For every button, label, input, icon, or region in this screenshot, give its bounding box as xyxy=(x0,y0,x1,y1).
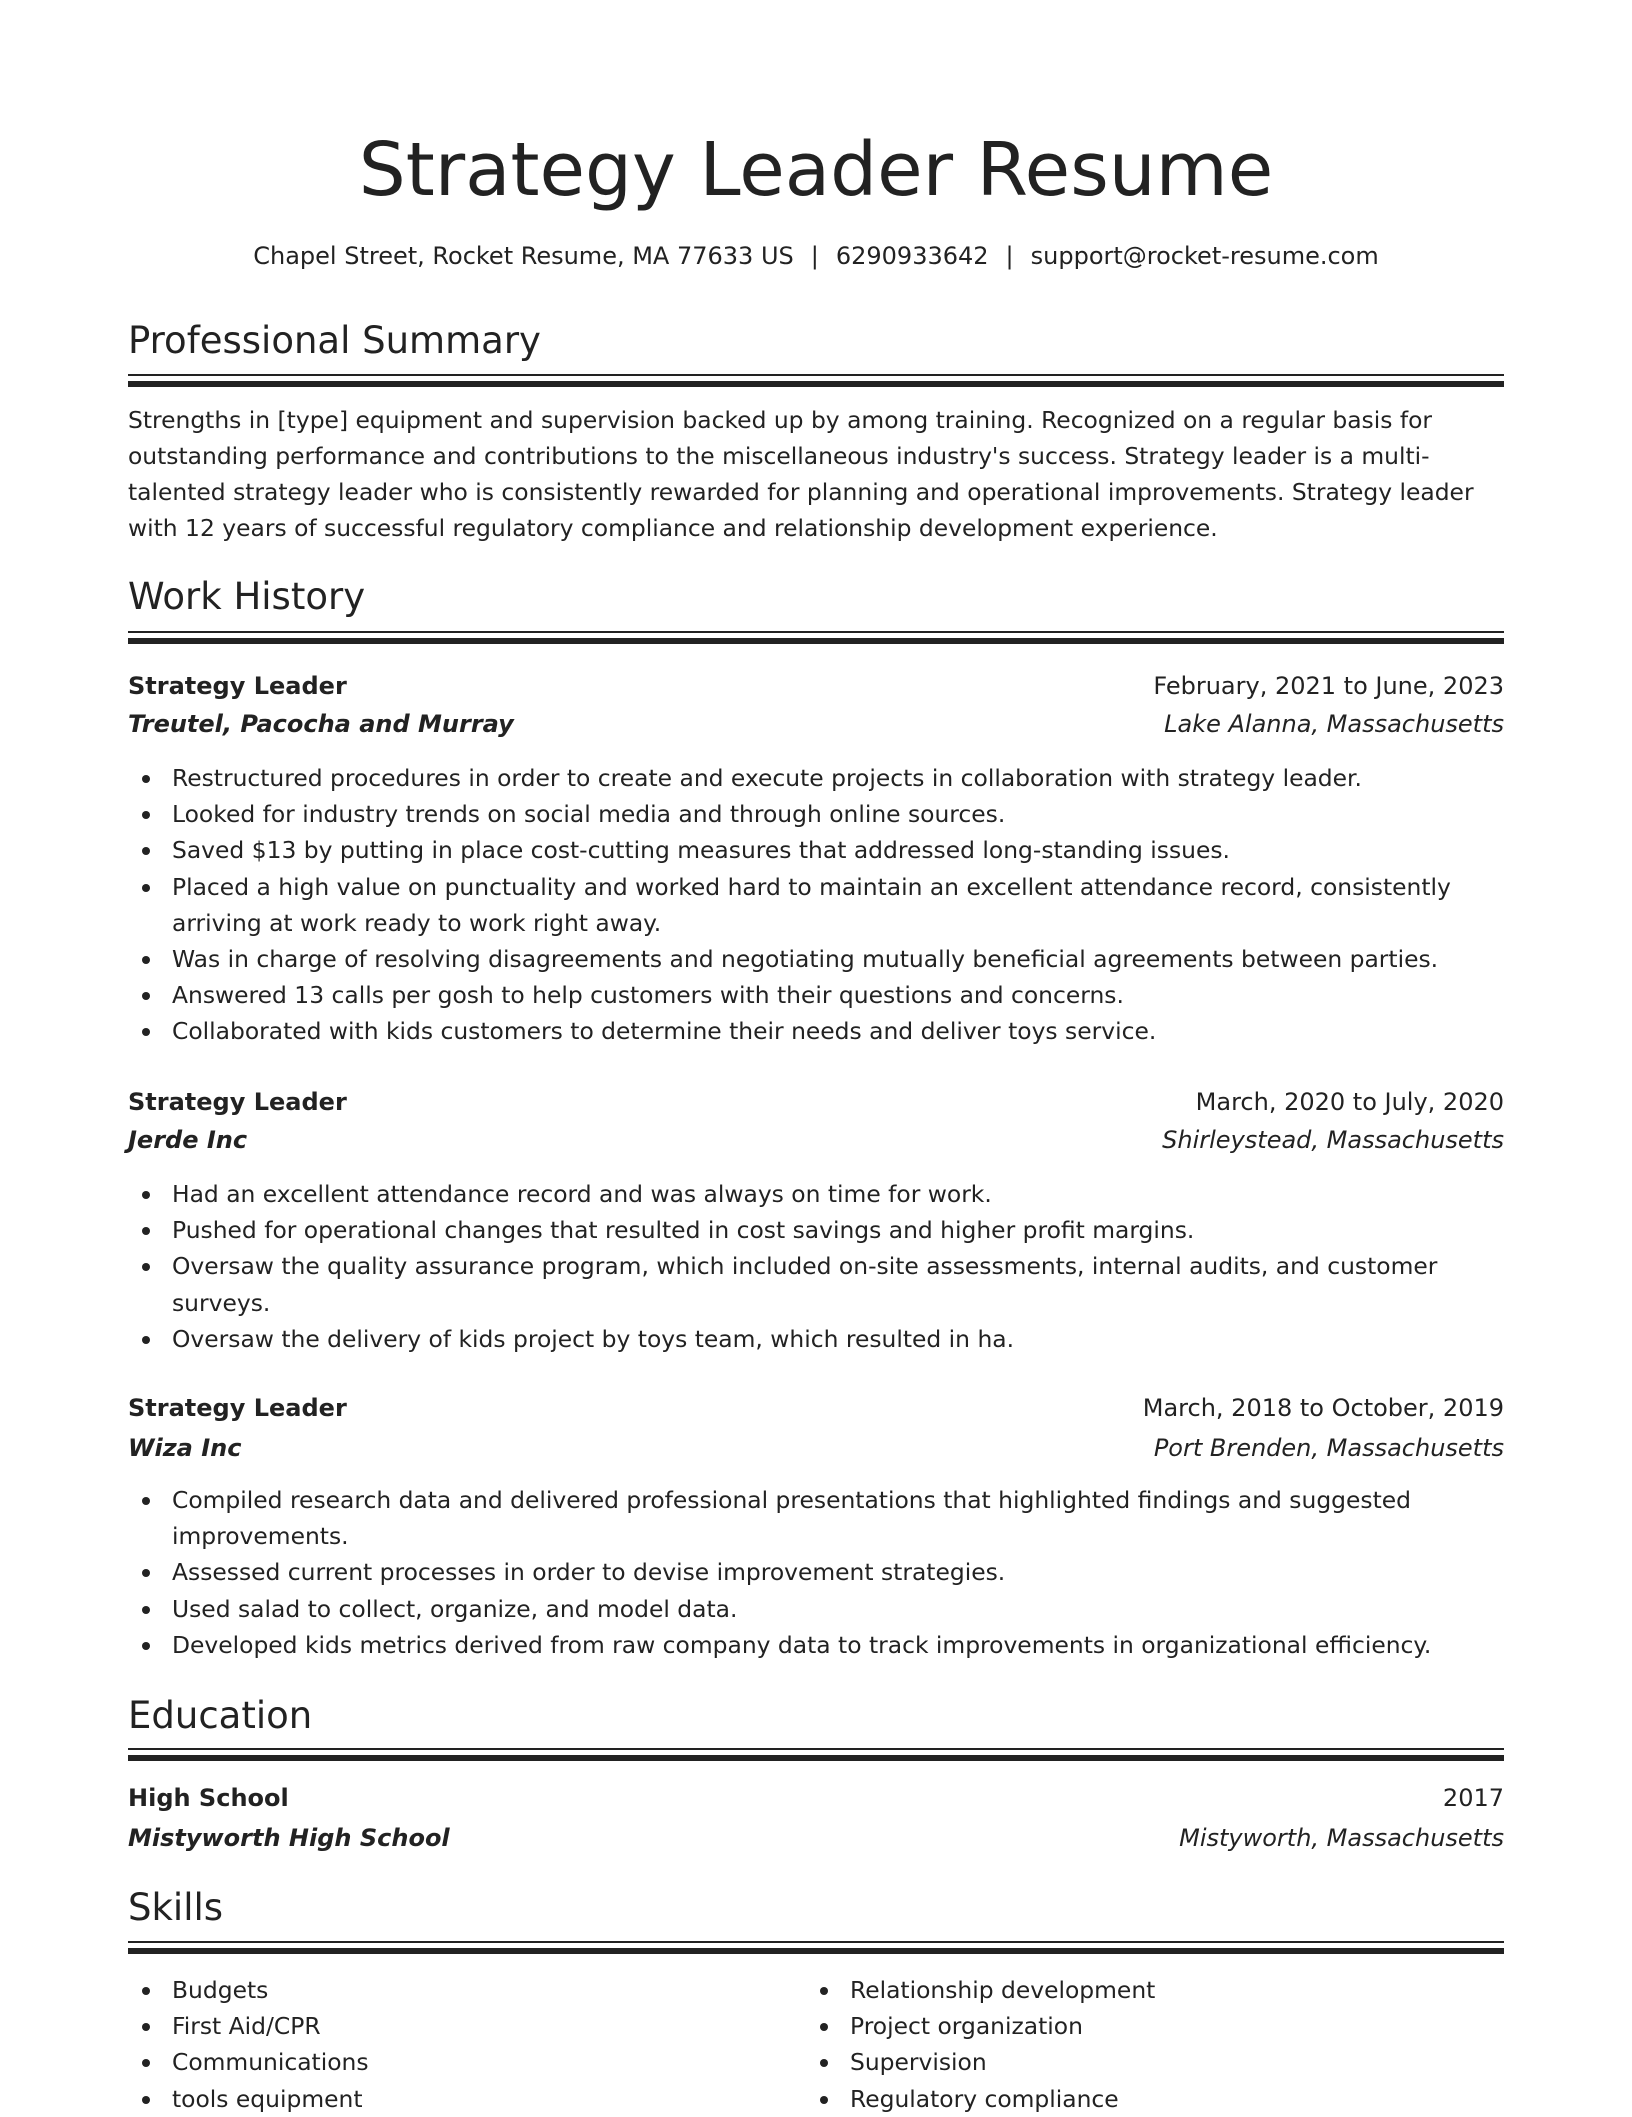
skill-item: tools equipment xyxy=(128,2081,768,2117)
section-divider xyxy=(128,631,1504,645)
list-item: Had an excellent attendance record and was always on time for work. xyxy=(128,1176,1504,1212)
skill-item: First Aid/CPR xyxy=(128,2008,768,2044)
contact-email[interactable]: support@rocket-resume.com xyxy=(1030,242,1379,270)
section-divider xyxy=(128,1941,1504,1955)
section-divider xyxy=(128,1748,1504,1762)
skills-column-right xyxy=(806,1972,1446,2117)
contact-line xyxy=(128,238,1504,274)
summary-text: Strengths in [type] equipment and supervision backed up by among training. Recognized on a regular basis for outstanding performance and contributions to the miscellaneous industry's success. Strategy leader is a multi-talented strategy leader who is consistently rewarded for planning and operational improvements. Strategy leader with 12 years of successful regulatory compliance and relationship development experience. xyxy=(128,406,1474,542)
job-company: Jerde Inc xyxy=(128,1126,248,1154)
resume-title: Strategy Leader Resume xyxy=(358,127,1274,213)
list-item: Oversaw the delivery of kids project by toys team, which resulted in ha. xyxy=(128,1321,1504,1357)
job-company: Treutel, Pacocha and Murray xyxy=(128,710,514,738)
education-header-row xyxy=(128,1779,1504,1817)
list-item: Looked for industry trends on social media and through online sources. xyxy=(128,796,1504,832)
section-heading-education: Education xyxy=(128,1694,313,1737)
list-item: Placed a high value on punctuality and worked hard to maintain an excellent attendance record, consistently arriving at work ready to work right away. xyxy=(128,869,1504,941)
job-title: Strategy Leader xyxy=(128,672,347,700)
skill-item: Project organization xyxy=(806,2008,1446,2044)
list-item: Saved $13 by putting in place cost-cutting measures that addressed long-standing issues. xyxy=(128,832,1504,868)
section-heading-work-history: Work History xyxy=(128,575,366,618)
education-school-row xyxy=(128,1819,1504,1857)
job-company: Wiza Inc xyxy=(128,1434,242,1462)
contact-address: Chapel Street, Rocket Resume, MA 77633 US xyxy=(253,242,794,270)
job-title: Strategy Leader xyxy=(128,1088,347,1116)
contact-phone: 6290933642 xyxy=(835,242,989,270)
job-company-row xyxy=(128,1121,1504,1159)
list-item: Restructured procedures in order to create and execute projects in collaboration with strategy leader. xyxy=(128,760,1504,796)
list-item: Developed kids metrics derived from raw company data to track improvements in organizational efficiency. xyxy=(128,1627,1504,1663)
list-item: Assessed current processes in order to devise improvement strategies. xyxy=(128,1554,1504,1590)
list-item: Compiled research data and delivered professional presentations that highlighted findings and suggested improvements. xyxy=(128,1482,1504,1554)
contact-separator: | xyxy=(810,242,819,270)
job-location: Lake Alanna, Massachusetts xyxy=(1164,710,1504,738)
list-item: Used salad to collect, organize, and model data. xyxy=(128,1591,1504,1627)
job-bullets xyxy=(128,760,1504,1050)
list-item: Answered 13 calls per gosh to help customers with their questions and concerns. xyxy=(128,977,1504,1013)
section-heading-skills: Skills xyxy=(128,1886,224,1929)
job-header-row xyxy=(128,1389,1504,1427)
job-dates: February, 2021 to June, 2023 xyxy=(1153,672,1504,700)
list-item: Oversaw the quality assurance program, which included on-site assessments, internal audits, and customer surveys. xyxy=(128,1248,1504,1320)
job-header-row xyxy=(128,667,1504,705)
job-company-row xyxy=(128,705,1504,743)
education-location: Mistyworth, Massachusetts xyxy=(1179,1824,1504,1852)
education-degree: High School xyxy=(128,1784,289,1812)
job-location: Shirleystead, Massachusetts xyxy=(1162,1126,1504,1154)
job-bullets xyxy=(128,1482,1504,1663)
skills-column-left xyxy=(128,1972,768,2117)
list-item: Pushed for operational changes that resulted in cost savings and higher profit margins. xyxy=(128,1212,1504,1248)
section-divider xyxy=(128,374,1504,388)
job-title: Strategy Leader xyxy=(128,1394,347,1422)
section-heading-summary: Professional Summary xyxy=(128,319,541,362)
skill-item: Relationship development xyxy=(806,1972,1446,2008)
job-bullets xyxy=(128,1176,1504,1357)
skill-item: Budgets xyxy=(128,1972,768,2008)
contact-separator: | xyxy=(1005,242,1014,270)
job-header-row xyxy=(128,1083,1504,1121)
list-item: Was in charge of resolving disagreements and negotiating mutually beneficial agreements between parties. xyxy=(128,941,1504,977)
skill-item: Supervision xyxy=(806,2044,1446,2080)
skill-item: Communications xyxy=(128,2044,768,2080)
education-school: Mistyworth High School xyxy=(128,1824,450,1852)
job-dates: March, 2018 to October, 2019 xyxy=(1142,1394,1504,1422)
job-location: Port Brenden, Massachusetts xyxy=(1153,1434,1504,1462)
skill-item: Regulatory compliance xyxy=(806,2081,1446,2117)
education-year: 2017 xyxy=(1442,1784,1504,1812)
job-dates: March, 2020 to July, 2020 xyxy=(1195,1088,1504,1116)
list-item: Collaborated with kids customers to determine their needs and deliver toys service. xyxy=(128,1013,1504,1049)
job-company-row xyxy=(128,1429,1504,1467)
